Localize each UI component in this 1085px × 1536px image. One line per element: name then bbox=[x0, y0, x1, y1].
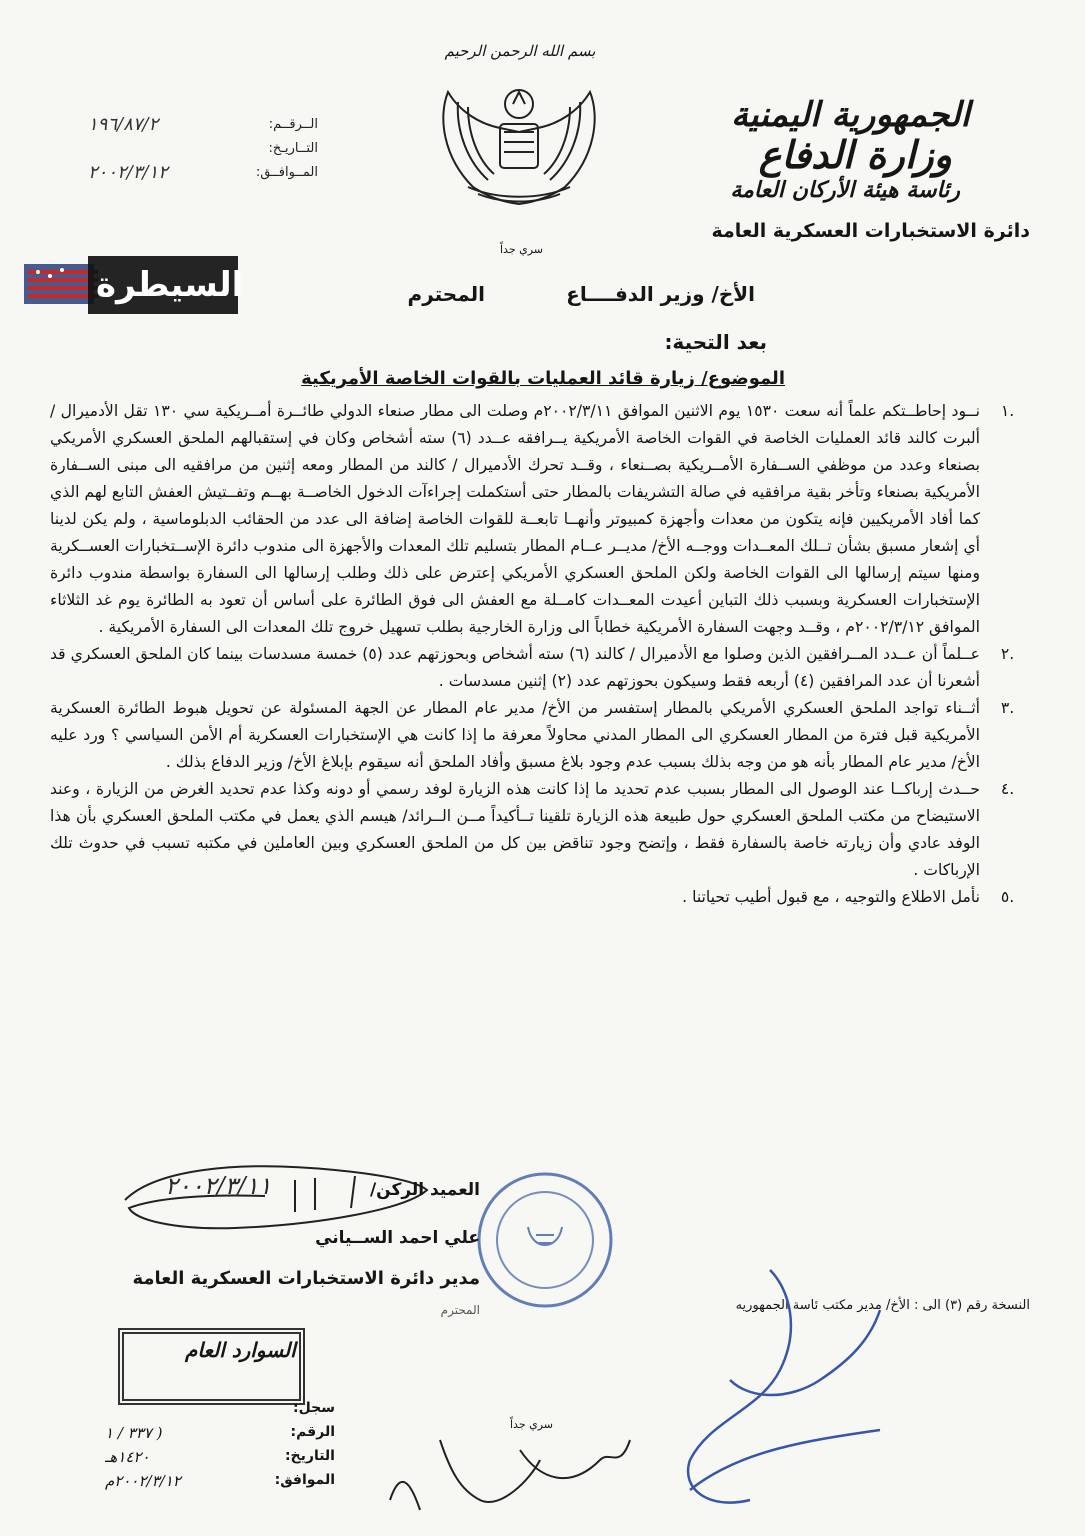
handwritten-date: ٢٠٠٢/٣/١١ bbox=[165, 1172, 272, 1200]
reference-block bbox=[88, 112, 318, 184]
letterhead bbox=[610, 95, 1030, 251]
signatory-name: علي احمد الســياني bbox=[315, 1228, 480, 1248]
watermark-logo bbox=[18, 250, 246, 320]
basmala: بسم الله الرحمن الرحيم bbox=[444, 42, 596, 60]
paragraph-text: نأمل الاطلاع والتوجيه ، مع قبول أطيب تحياتنا . bbox=[682, 888, 980, 906]
addressee-respect: المحترم bbox=[407, 282, 485, 306]
country-name: الجمهورية اليمنية bbox=[730, 95, 970, 135]
handwritten-annotation-blue bbox=[650, 1250, 900, 1530]
yemen-eagle-emblem bbox=[428, 62, 610, 210]
subject-line: الموضوع/ زيارة قائد العمليات بالقوات الخاصة الأمريكية bbox=[301, 368, 785, 389]
paragraph-number: .٣ bbox=[1000, 699, 1015, 717]
registry-number-label: الرقم: bbox=[290, 1424, 335, 1440]
copy-note: النسخة رقم (٣) الى : الأخ/ مدير مكتب ئاسة الجمهوريه bbox=[735, 1298, 1030, 1313]
paragraph-text: نــود إحاطــتكم علماً أنه سعت ١٥٣٠ يوم الاثنين الموافق ٢٠٠٢/٣/١١م وصلت الى مطار صنعاء الدولي طائــرة أمــريكية سي ١٣٠ تقل الأدميرال / ألبرت كالند قائد العمليات الخاصة في القوات الخاصة الأمريكية يــرافقه عــدد (٦) سته أشخاص وكان في إستقبالهم الملحق العسكري الأمريكي بصنعاء وعدد من موظفي الســفارة الأمــريكية بصــنعاء ، وقــد تحرك الأدميرال / كالند من المطار ومعه إثنين من مرافقيه الى مبنى الســفارة الأمريكية بصنعاء وتأخر بقية مرافقيه في صالة التشريفات بالمطار حتى أستكملت إجراءآت الدخول الخاصــة بهــم وتفــتيش العفش التابع لهم الذي كما أفاد الأمريكيين فإنه يتكون من معدات وأجهزة كمبيوتر وأنهــا تابعــة للقوات الخاصة إضافة الى عدد من الحقائب الدبلوماسية ، ولم يكن لدينا أي إشعار مسبق بشأن تــلك المعــدات ووجــه الأخ/ مديــر عــام المطار بتسليم تلك المعدات والأجهزة الى مندوب دائرة الإســتخبارات العســكرية ومنها سيتم إرسالها الى القوات الخاصة ولكن الملحق العسكري الأمريكي إعترض على ذلك وطلب إرسالها الى السفارة بواسطة مندوب دائرة الإستخبارات العسكرية وبسبب ذلك التباين أعيدت المعــدات كامــلة مع العفش الى فوق الطائرة على أساس أن تعود به الطائرة يوم غد الثلاثاء الموافق ٢٠٠٢/٣/١٢م ، وقــد وجهت السفارة الأمريكية خطاباً الى وزارة الخارجية بطلب تسهيل خروج تلك المعدات الى السفارة الأمريكية . bbox=[50, 402, 980, 636]
paragraph-text: عــلماً أن عــدد المــرافقين الذين وصلوا مع الأدميرال / كالند (٦) سته أشخاص وبحوزتهم عدد (٥) خمسة مسدسات بينما كان الملحق العسكري قد أشعرنا أن عدد المرافقين (٤) أربعه فقط وسيكون بحوزتهم عدد (٢) إثنين مسدسات . bbox=[50, 645, 980, 690]
registry-stamp-heading: السوارد العام bbox=[185, 1338, 296, 1362]
paragraph-4 bbox=[50, 776, 1035, 884]
paragraph-1 bbox=[50, 398, 1035, 641]
staff-presidency-name: رئاسة هيئة الأركان العامة bbox=[730, 177, 960, 203]
ref-date-label: التــاريـخ: bbox=[268, 140, 318, 156]
paragraph-number: .٢ bbox=[1000, 645, 1015, 663]
classification-top: سري جداً bbox=[500, 243, 544, 256]
paragraph-text: أثــناء تواجد الملحق العسكري الأمريكي بالمطار إستفسر من الأخ/ مدير عام المطار عن الجهة المسئولة عن تحويل هبوط الطائرة العسكرية الأمريكية قبل فترة من المطار العسكري الى المطار المدني محاولاً معرفة ما إذا كانت هي الإستخبارات العسكرية أم الأمن السياسي ؟ ورد عليه الأخ/ مدير عام المطار بأنه هو من وجه بذلك بسبب عدم وجود بلاغ مسبق وأفاد الملحق أنه سيقوم بإبلاغ الأخ/ وزير الدفاع بذلك . bbox=[50, 699, 980, 771]
handwritten-annotation-black bbox=[370, 1420, 650, 1530]
paragraph-3 bbox=[50, 695, 1035, 776]
paragraph-text: حــدث إرباكــا عند الوصول الى المطار بسبب عدم تحديد ما إذا كانت هذه الزيارة لوفد رسمي أو دونه وكذا عدم تحديد الغرض من الزيارة ، وعند الاستيضاح من مكتب الملحق العسكري حول طبيعة هذه الزيارة تلقينا تــأكيداً مــن الــرائد/ هيسم الذي يعمل في مكتب الملحق العسكري بأن هذا الوفد عادي وأن زيارته خاصة بالسفارة فقط ، وإتضح وجود تناقض بين كل من الملحق العسكري وبين العاملين في مكتبه تسبب في حدوث تلك الإرباكات . bbox=[50, 780, 980, 879]
classification-bottom: سري جداً bbox=[510, 1418, 554, 1431]
ministry-name: وزارة الدفاع bbox=[758, 132, 952, 177]
registry-number-value: ( ٣٣٧ / ١ bbox=[105, 1424, 163, 1442]
paragraph-2 bbox=[50, 641, 1035, 695]
registry-corresponding-label: الموافق: bbox=[274, 1472, 335, 1488]
ref-number-value: ١٩٦/٨٧/٢ bbox=[88, 113, 159, 135]
registry-date-label: التاريخ: bbox=[284, 1448, 335, 1464]
signatory-department: مدير دائرة الاستخبارات العسكرية العامة bbox=[132, 1268, 480, 1289]
letter-body bbox=[50, 398, 1035, 911]
department-name: دائرة الاستخبارات العسكرية العامة bbox=[711, 220, 1030, 242]
paragraph-number: .٥ bbox=[1000, 888, 1015, 906]
paragraph-number: .٤ bbox=[1000, 780, 1015, 798]
registry-corresponding-value: ٢٠٠٢/٣/١٢م bbox=[105, 1472, 181, 1490]
signatory-rank: العميد الركن/ bbox=[369, 1180, 480, 1200]
registry-date-value: ١٤٢٠هـ bbox=[105, 1448, 150, 1466]
watermark-text: السيطرة bbox=[96, 265, 244, 305]
registry-stamp-fields bbox=[105, 1400, 335, 1496]
signature-respect: المحترم bbox=[440, 1303, 480, 1317]
paragraph-5 bbox=[50, 884, 1035, 911]
registry-record-label: سجل: bbox=[293, 1400, 335, 1416]
paragraph-number: .١ bbox=[1000, 402, 1015, 420]
ref-corresponding-value: ٢٠٠٢/٣/١٢ bbox=[88, 161, 168, 183]
ref-corresponding-label: المــوافــق: bbox=[255, 164, 318, 180]
ministry-round-stamp bbox=[470, 1165, 620, 1315]
ref-number-label: الــرقــم: bbox=[268, 116, 318, 132]
greeting: بعد التحية: bbox=[664, 330, 767, 354]
addressee-line: الأخ/ وزير الدفــــاع bbox=[566, 282, 755, 306]
